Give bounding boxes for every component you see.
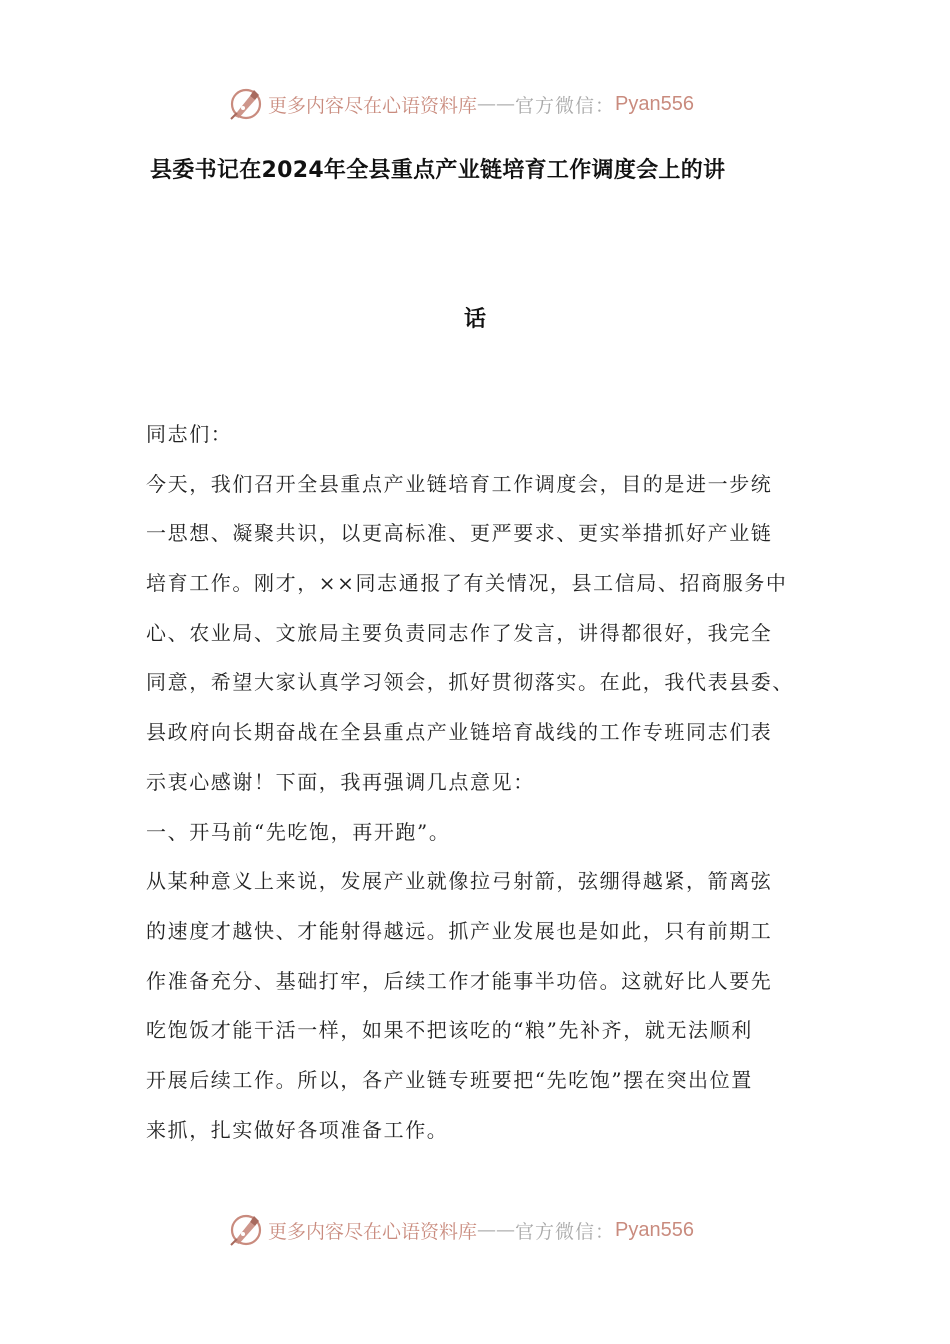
watermark-brand-text: 更多内容尽在心语资料库 [268,1220,478,1243]
section-heading-1: 一、开马前“先吃饱，再开跑”。 [146,819,451,844]
body-line: 县政府向长期奋战在全县重点产业链培育战线的工作专班同志们表 [146,720,773,745]
body-line: 作准备充分、基础打牢，后续工作才能事半功倍。这就好比人要先 [146,968,773,993]
body-line: 开展后续工作。所以，各产业链专班要把“先吃饱”摆在突出位置 [146,1067,753,1092]
watermark-wechat-label: 官方微信： [515,1220,616,1243]
pen-nib-logo-icon [228,86,264,122]
document-title-line-1: 县委书记在2024年全县重点产业链培育工作调度会上的讲 [150,158,726,183]
body-line: 的速度才越快、才能射得越远。抓产业发展也是如此，只有前期工 [146,918,773,943]
body-line: 同志们： [146,422,233,446]
footer-watermark-banner [228,1210,694,1250]
body-line: 今天，我们召开全县重点产业链培育工作调度会，目的是进一步统 [146,471,773,496]
watermark-wechat-id: Pyan556 [615,92,694,115]
watermark-dash: —— [477,1219,516,1241]
watermark-brand-text: 更多内容尽在心语资料库 [268,94,478,117]
body-line: 心、农业局、文旅局主要负责同志作了发言，讲得都很好，我完全 [146,620,773,645]
body-line: 一思想、凝聚共识，以更高标准、更严要求、更实举措抓好产业链 [146,521,773,546]
body-line: 吃饱饭才能干活一样，如果不把该吃的“粮”先补齐，就无法顺利 [146,1018,753,1043]
body-line: 同意，希望大家认真学习领会，抓好贯彻落实。在此，我代表县委、 [146,670,794,695]
document-body [146,410,816,1155]
pen-nib-logo-icon [228,1212,264,1248]
watermark-dash: —— [477,93,516,115]
watermark-wechat-label: 官方微信： [515,94,616,117]
header-watermark-banner [228,84,694,124]
document-title-line-2: 话 [463,307,486,332]
watermark-wechat-id: Pyan556 [615,1218,694,1241]
body-line: 从某种意义上来说，发展产业就像拉弓射箭，弦绷得越紧，箭离弦 [146,869,773,894]
body-line: 示衷心感谢！下面，我再强调几点意见： [146,769,535,794]
body-line: 培育工作。刚才，××同志通报了有关情况，县工信局、招商服务中 [146,571,788,596]
body-line: 来抓，扎实做好各项准备工作。 [146,1117,449,1142]
